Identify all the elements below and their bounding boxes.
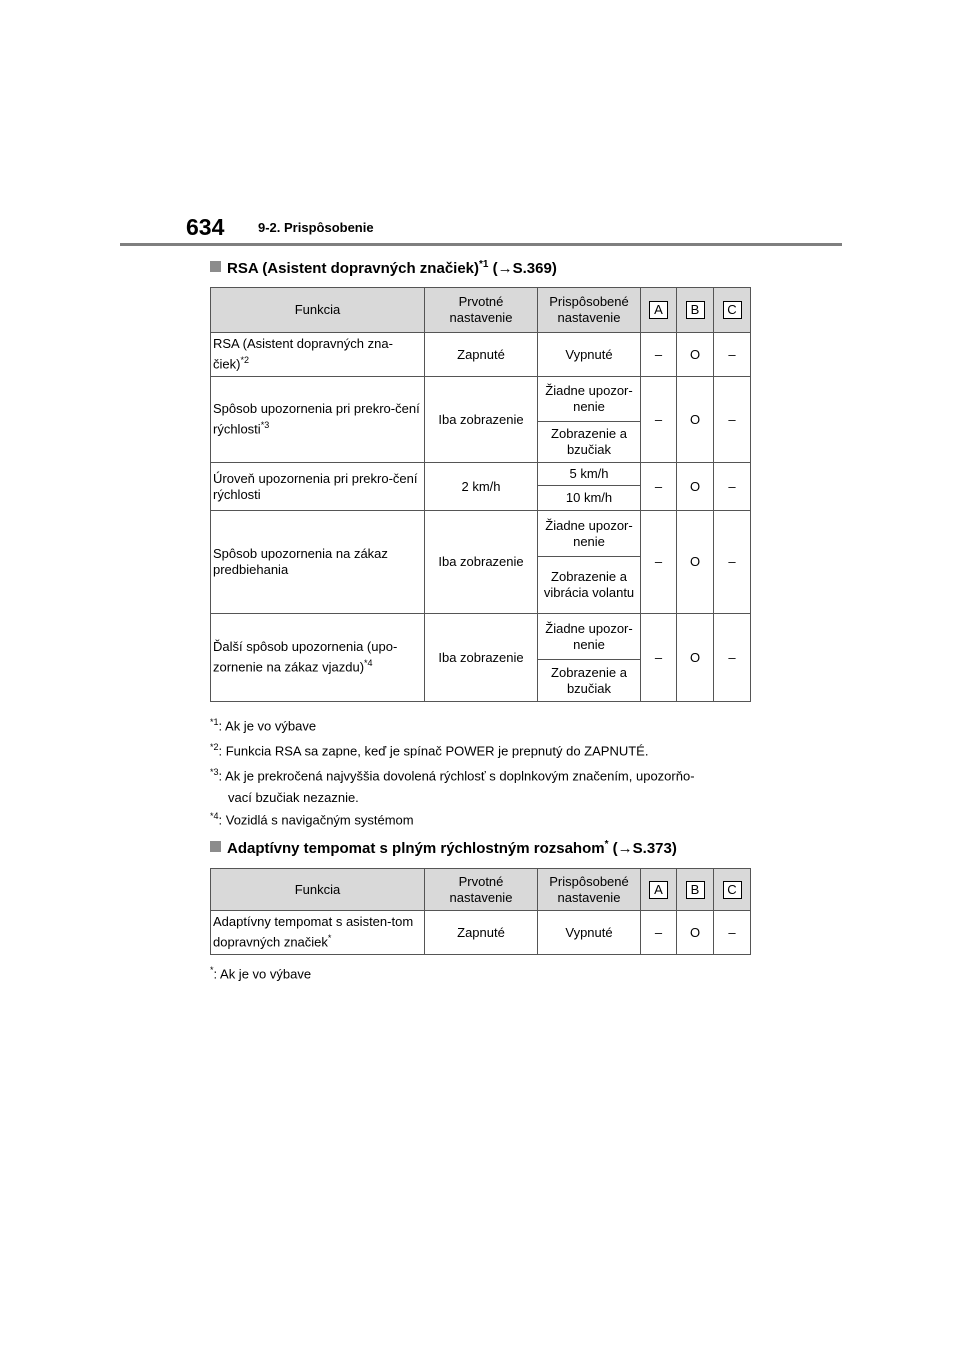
label-a-box: A	[649, 301, 668, 319]
cell-initial: Iba zobrazenie	[425, 377, 538, 463]
section-heading-rsa	[210, 259, 557, 277]
header-b	[677, 869, 714, 911]
table-row	[211, 333, 751, 377]
page-reference: (→S.369)	[492, 260, 557, 277]
section-title: 9-2. Prispôsobenie	[258, 220, 374, 235]
footnote: $^{*2}$: Funkcia RSA sa zapne, keď je spínač POWER je prepnutý do ZAPNUTÉ.	[210, 742, 649, 759]
cell-custom: Žiadne upozor-nenie	[538, 377, 641, 422]
cell-custom: Zobrazenie a bzučiak	[538, 422, 641, 463]
cell-custom: Vypnuté	[538, 333, 641, 377]
cell-custom: Zobrazenie a vibrácia volantu	[538, 557, 641, 614]
rsa-settings-table	[210, 287, 751, 702]
header-initial: Prvotné nastavenie	[425, 288, 538, 333]
cell-b: O	[677, 911, 714, 955]
cell-custom: 10 km/h	[538, 486, 641, 511]
cell-initial: 2 km/h	[425, 463, 538, 511]
cell-a: –	[641, 377, 677, 463]
table-row	[211, 377, 751, 422]
page-reference: (→S.373)	[612, 840, 677, 857]
header-a	[641, 869, 677, 911]
cell-custom: Žiadne upozor-nenie	[538, 511, 641, 557]
header-function: Funkcia	[211, 869, 425, 911]
footnote: $^{*1}$: Ak je vo výbave	[210, 717, 317, 734]
cell-a: –	[641, 911, 677, 955]
header-custom: Prispôsobené nastavenie	[538, 869, 641, 911]
square-bullet-icon	[210, 841, 221, 852]
cell-a: –	[641, 463, 677, 511]
cell-c: –	[714, 511, 751, 614]
cell-a: –	[641, 614, 677, 702]
page-number: 634	[186, 214, 225, 240]
table-row	[211, 911, 751, 955]
footnote: $^{*4}$: Vozidlá s navigačným systémom	[210, 811, 414, 828]
cell-initial: Iba zobrazenie	[425, 511, 538, 614]
header-divider	[120, 243, 842, 246]
footnote: $^{*3}$: Ak je prekročená najvyššia dovolená rýchlosť s doplnkovým značením, upozorňo- vací bzučiak nezaznie.	[210, 767, 695, 806]
header-function: Funkcia	[211, 288, 425, 333]
heading-footnote-mark: *	[604, 839, 609, 850]
table-row	[211, 614, 751, 660]
cell-a: –	[641, 511, 677, 614]
cell-initial: Iba zobrazenie	[425, 614, 538, 702]
table-row	[211, 463, 751, 486]
label-c-box: C	[723, 881, 742, 899]
cell-custom: 5 km/h	[538, 463, 641, 486]
section-heading-acc	[210, 839, 677, 857]
heading-footnote-mark: *1	[479, 259, 489, 270]
cell-function: Úroveň upozornenia pri prekro-čení rýchlosti	[211, 463, 425, 511]
cell-b: O	[677, 614, 714, 702]
cell-c: –	[714, 377, 751, 463]
cell-function: Spôsob upozornenia na zákaz predbiehania	[211, 511, 425, 614]
table-header-row	[211, 288, 751, 333]
cell-c: –	[714, 333, 751, 377]
cell-b: O	[677, 377, 714, 463]
cell-a: –	[641, 333, 677, 377]
header-custom: Prispôsobené nastavenie	[538, 288, 641, 333]
cell-initial: Zapnuté	[425, 333, 538, 377]
cell-b: O	[677, 333, 714, 377]
cell-function: Spôsob upozornenia pri prekro-čení rýchlosti$^{*3}$	[211, 377, 425, 463]
header-c	[714, 288, 751, 333]
table-row	[211, 511, 751, 557]
label-b-box: B	[686, 881, 705, 899]
cell-function: RSA (Asistent dopravných zna-čiek)$^{*2}$	[211, 333, 425, 377]
cell-c: –	[714, 911, 751, 955]
cell-b: O	[677, 511, 714, 614]
heading-text: RSA (Asistent dopravných značiek)	[227, 260, 480, 277]
cell-function: Adaptívny tempomat s asisten-tom dopravných značiek*	[211, 911, 425, 955]
cell-c: –	[714, 614, 751, 702]
header-c	[714, 869, 751, 911]
cell-custom: Žiadne upozor-nenie	[538, 614, 641, 660]
acc-settings-table	[210, 868, 751, 955]
cell-initial: Zapnuté	[425, 911, 538, 955]
cell-custom: Vypnuté	[538, 911, 641, 955]
cell-custom: Zobrazenie a bzučiak	[538, 660, 641, 702]
footnote: *: Ak je vo výbave	[210, 965, 312, 982]
heading-text: Adaptívny tempomat s plným rýchlostným rozsahom	[227, 840, 605, 857]
cell-c: –	[714, 463, 751, 511]
header-initial: Prvotné nastavenie	[425, 869, 538, 911]
label-b-box: B	[686, 301, 705, 319]
cell-b: O	[677, 463, 714, 511]
table-header-row	[211, 869, 751, 911]
label-a-box: A	[649, 881, 668, 899]
cell-function: Ďalší spôsob upozornenia (upo-zornenie na zákaz vjazdu)$^{*4}$	[211, 614, 425, 702]
square-bullet-icon	[210, 261, 221, 272]
header-a	[641, 288, 677, 333]
label-c-box: C	[723, 301, 742, 319]
header-b	[677, 288, 714, 333]
